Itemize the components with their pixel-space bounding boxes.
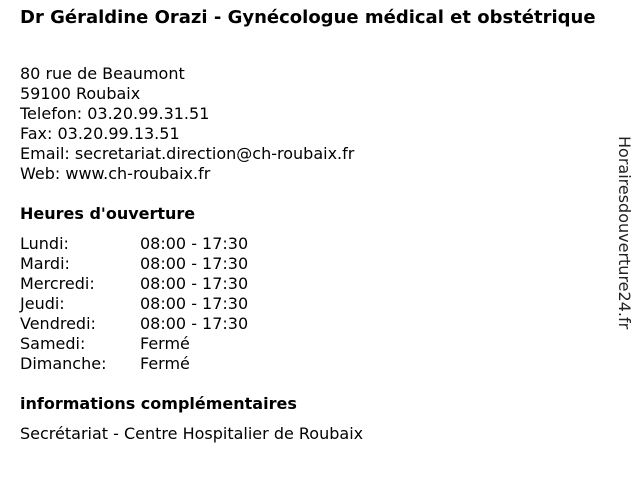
- watermark: [614, 136, 634, 346]
- hours-row: [20, 234, 270, 254]
- hours-value: Fermé: [140, 354, 190, 373]
- hours-row: [20, 254, 270, 274]
- day-label: Mercredi:: [20, 274, 95, 293]
- hours-value: 08:00 - 17:30: [140, 274, 249, 293]
- hours-row: [20, 294, 270, 314]
- fax-number: Fax: 03.20.99.13.51: [20, 124, 180, 143]
- city-postcode: 59100 Roubaix: [20, 84, 141, 103]
- day-label: Lundi:: [20, 234, 69, 253]
- watermark-text: Horairesdouverture24.fr: [615, 136, 634, 330]
- address-block: [20, 64, 354, 184]
- hours-row: [20, 354, 270, 374]
- phone-number: Telefon: 03.20.99.31.51: [20, 104, 210, 123]
- day-label: Dimanche:: [20, 354, 107, 373]
- hours-value: 08:00 - 17:30: [140, 314, 249, 333]
- hours-value: 08:00 - 17:30: [140, 294, 249, 313]
- street-address: 80 rue de Beaumont: [20, 64, 185, 83]
- hours-row: [20, 274, 270, 294]
- hours-row: [20, 334, 270, 354]
- hours-row: [20, 314, 270, 334]
- day-label: Vendredi:: [20, 314, 96, 333]
- page-title: Dr Géraldine Orazi - Gynécologue médical et obstétrique: [20, 7, 596, 28]
- website: Web: www.ch-roubaix.fr: [20, 164, 211, 183]
- day-label: Mardi:: [20, 254, 70, 273]
- hours-value: Fermé: [140, 334, 190, 353]
- opening-hours-heading: Heures d'ouverture: [20, 204, 196, 223]
- hours-value: 08:00 - 17:30: [140, 254, 249, 273]
- day-label: Samedi:: [20, 334, 86, 353]
- opening-hours-table: [20, 234, 270, 374]
- additional-info-text: Secrétariat - Centre Hospitalier de Roubaix: [20, 424, 364, 443]
- email-address: Email: secretariat.direction@ch-roubaix.fr: [20, 144, 355, 163]
- additional-info-heading: informations complémentaires: [20, 394, 297, 413]
- hours-value: 08:00 - 17:30: [140, 234, 249, 253]
- day-label: Jeudi:: [20, 294, 65, 313]
